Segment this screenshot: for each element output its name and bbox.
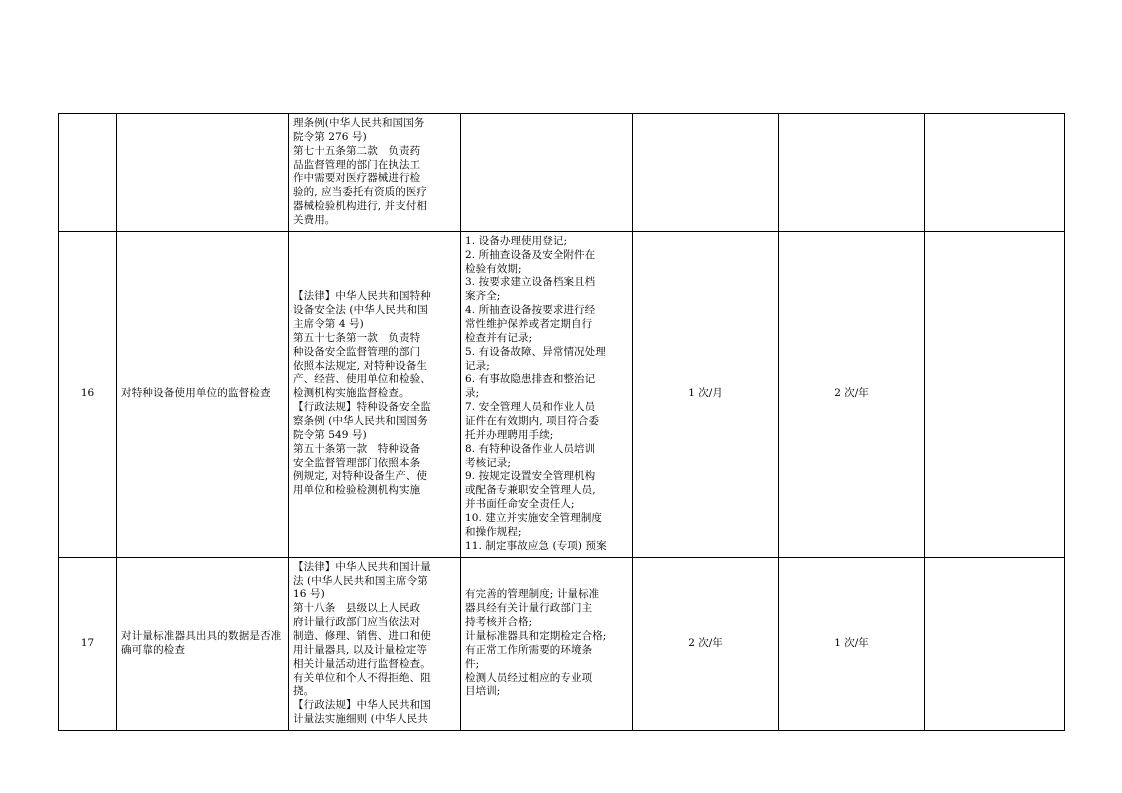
basis-line: 设备安全法 (中华人民共和国 [293, 304, 428, 317]
row-remark-cell [925, 231, 1065, 557]
basis-line: 相关计量活动进行监督检查。 [293, 657, 431, 670]
basis-line: 院令第 276 号) [293, 130, 367, 143]
content-line: 4. 所抽查设备按要求进行经 [465, 304, 596, 317]
content-line: 和操作规程; [465, 525, 522, 538]
content-line: 11. 制定事故应急 (专项) 预案 [465, 539, 607, 552]
basis-line: 【法律】中华人民共和国计量 [293, 560, 431, 573]
content-line: 5. 有设备故障、异常情况处理 [465, 345, 606, 358]
basis-line: 16 号) [293, 588, 325, 601]
content-line: 或配备专兼职安全管理人员, [465, 484, 596, 497]
basis-line: 用计量器具, 以及计量检定等 [293, 643, 428, 656]
basis-line: 种设备安全监督管理的部门 [293, 345, 421, 358]
basis-line: 器械检验机构进行, 并支付相 [293, 200, 428, 213]
inspection-items-table [58, 113, 1065, 731]
content-line: 有完善的管理制度; 计量标准 [465, 588, 600, 601]
basis-line: 检测机构实施监督检查。 [293, 387, 410, 400]
content-line: 检验有效期; [465, 262, 522, 275]
content-line: 检测人员经过相应的专业项 [465, 671, 593, 684]
basis-line: 第十八条 县级以上人民政 [293, 602, 421, 615]
basis-line: 第五十条第一款 特种设备 [293, 442, 421, 455]
row-frequency1-cell: 2 次/年 [633, 557, 779, 730]
content-line: 记录; [465, 359, 490, 372]
basis-line: 察条例 (中华人民共和国国务 [293, 415, 428, 428]
content-line: 器具经有关计量行政部门主 [465, 602, 593, 615]
row-frequency2-cell: 1 次/年 [779, 557, 925, 730]
content-line: 9. 按规定设置安全管理机构 [465, 470, 596, 483]
basis-line: 法 (中华人民共和国主席令第 [293, 574, 428, 587]
basis-line: 第五十七条第一款 负责特 [293, 331, 421, 344]
content-line: 检查并有记录; [465, 331, 533, 344]
basis-line: 【行政法规】中华人民共和国 [293, 699, 431, 712]
basis-line: 制造、修理、销售、进口和使 [293, 629, 431, 642]
row-number-cell: 17 [59, 557, 117, 730]
content-line: 2. 所抽查设备及安全附件在 [465, 248, 596, 261]
basis-line: 主席令第 4 号) [293, 318, 364, 331]
basis-line: 【行政法规】特种设备安全监 [293, 401, 431, 414]
basis-line: 作中需要对医疗器械进行检 [293, 172, 421, 185]
content-line: 计量标准器具和定期检定合格; [465, 629, 607, 642]
basis-line: 第七十五条第二款 负责药 [293, 144, 421, 157]
content-line: 常性维护保养或者定期自行 [465, 318, 593, 331]
row-item-cell: 对特种设备使用单位的监督检查 [117, 231, 289, 557]
content-line: 录; [465, 387, 480, 400]
row-content-cell [461, 231, 633, 557]
table-row [59, 114, 1065, 232]
content-line: 8. 有特种设备作业人员培训 [465, 442, 596, 455]
content-line: 案齐全; [465, 290, 501, 303]
basis-line: 安全监督管理部门依照本条 [293, 456, 421, 469]
content-line: 持考核并合格; [465, 616, 533, 629]
basis-line: 有关单位和个人不得拒绝、阻 [293, 671, 431, 684]
content-line: 1. 设备办理使用登记; [465, 234, 568, 247]
content-line: 并书面任命安全责任人; [465, 498, 575, 511]
row-basis-cell [289, 557, 461, 730]
basis-line: 理条例(中华人民共和国国务 [293, 117, 425, 129]
row-item-cell: 对计量标准器具出具的数据是否准确可靠的检查 [117, 557, 289, 730]
content-line: 件; [465, 657, 480, 670]
basis-line: 品监督管理的部门在执法工 [293, 158, 421, 171]
basis-line: 【法律】中华人民共和国特种 [293, 290, 431, 303]
row-frequency2-cell: 2 次/年 [779, 231, 925, 557]
basis-line: 依照本法规定, 对特种设备生 [293, 359, 428, 372]
basis-line: 计量法实施细则 (中华人民共 [293, 713, 428, 726]
row-item-cell [117, 114, 289, 232]
basis-line: 验的, 应当委托有资质的医疗 [293, 186, 428, 199]
basis-line: 例规定, 对特种设备生产、使 [293, 470, 428, 483]
basis-line: 关费用。 [293, 214, 336, 227]
row-remark-cell [925, 557, 1065, 730]
row-number-cell: 16 [59, 231, 117, 557]
table-row [59, 231, 1065, 557]
row-frequency2-cell [779, 114, 925, 232]
row-basis-cell [289, 231, 461, 557]
row-frequency1-cell: 1 次/月 [633, 231, 779, 557]
row-frequency1-cell [633, 114, 779, 232]
content-line: 7. 安全管理人员和作业人员 [465, 401, 596, 414]
content-line: 证件在有效期内, 项目符合委 [465, 415, 600, 428]
basis-line: 挠。 [293, 685, 315, 698]
basis-line: 用单位和检验检测机构实施 [293, 484, 421, 497]
row-content-cell [461, 114, 633, 232]
basis-line: 院令第 549 号) [293, 428, 367, 441]
row-number-cell [59, 114, 117, 232]
row-remark-cell [925, 114, 1065, 232]
content-line: 10. 建立并实施安全管理制度 [465, 512, 603, 525]
row-basis-cell [289, 114, 461, 232]
content-line: 考核记录; [465, 456, 512, 469]
table-row [59, 557, 1065, 730]
content-line: 目培训; [465, 685, 501, 698]
content-line: 3. 按要求建立设备档案且档 [465, 276, 596, 289]
basis-line: 产、经营、使用单位和检验、 [293, 373, 431, 386]
basis-line: 府计量行政部门应当依法对 [293, 616, 421, 629]
row-content-cell [461, 557, 633, 730]
content-line: 6. 有事故隐患排查和整治记 [465, 373, 596, 386]
content-line: 托并办理聘用手续; [465, 428, 554, 441]
content-line: 有正常工作所需要的环境条 [465, 643, 593, 656]
